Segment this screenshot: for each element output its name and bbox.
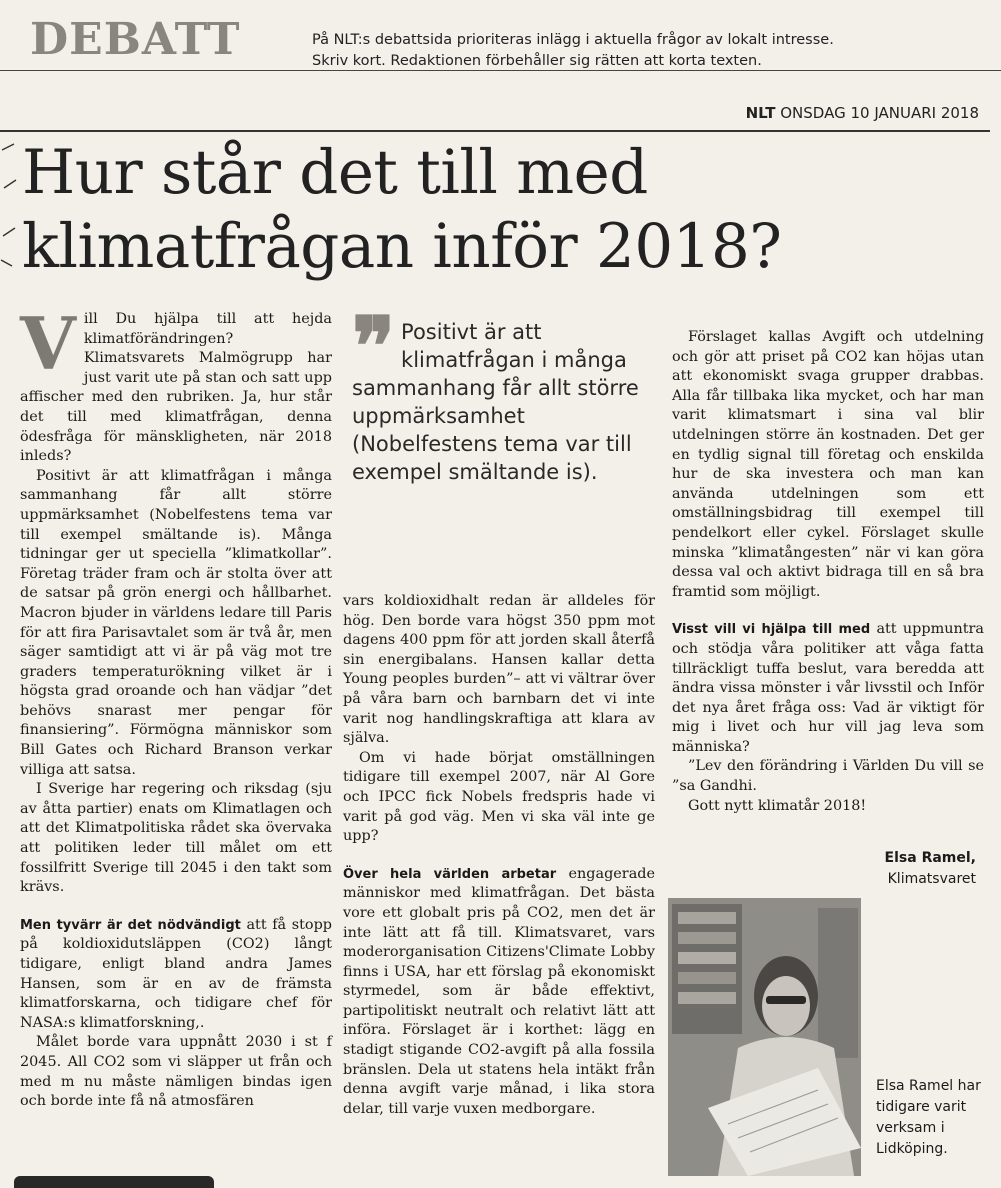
paragraph-text: ill Du hjälpa till att hejda klimatförändringen? Klimatsvarets Malmögrupp har just varit ute på stan och satt upp affischer med den rubriken. Ja, hur står det till med klimatfrågan, denna ödesfråga för mänskligheten, när 2018 inleds? (20, 311, 332, 465)
article-column-3 (672, 328, 984, 816)
article-column-2 (343, 592, 655, 1119)
paragraph: I Sverige har regering och riksdag (sju av åtta partier) enats om Klimatlagen och att det Klimatpolitiska rådet ska övervaka att politiken leder till målet om ett fossilfritt Sverige till 2045 i den takt som krävs. (20, 781, 332, 896)
section-note (312, 30, 982, 72)
article-column-1 (20, 301, 333, 1112)
paragraph (20, 301, 332, 467)
header-rule (0, 70, 1001, 71)
paragraph-text: att få stopp på koldioxidutsläppen (CO2) långt tidigare, enligt bland andra James Hansen, som är en av de främsta klimatforskarna, och tidigare chef för NASA:s klimatforskning,. (20, 916, 333, 1031)
pull-quote-text: Positivt är att klimatfrågan i många sammanhang får allt större uppmärksamhet (Nobelfestens tema var till exempel smältande is). (352, 320, 639, 484)
author-name: Elsa Ramel, (884, 850, 976, 866)
paragraph: Om vi hade börjat omställningen tidigare till exempel 2007, när Al Gore och IPCC fick Nobels fredspris hade vi varit på god väg. Men vi ska väl inte ge upp? (343, 749, 655, 845)
paragraph: Målet borde vara uppnått 2030 i st f 2045. All CO2 som vi släpper ut från och med m nu måste nämligen bindas igen och borde inte få nå atmosfären (20, 1034, 332, 1110)
margin-pen-mark (0, 140, 20, 270)
paragraph (672, 620, 984, 757)
next-article-fragment (14, 1176, 214, 1188)
paragraph-text: att uppmuntra och stödja våra politiker att våga fatta tillräckligt tuffa beslut, vara beredda att ändra vissa mönster i vår livsstil och Inför det nya året fråga oss: Vad är viktigt för mig i livet och hur vill jag leva som människa? (672, 621, 984, 755)
section-title: DEBATT (30, 14, 241, 65)
author-organization: Klimatsvaret (887, 871, 976, 887)
paper-name: NLT (745, 104, 776, 122)
subheading: Över hela världen arbetar (343, 866, 557, 882)
headline-line-1: Hur står det till med (22, 137, 648, 208)
dateline-rule (0, 130, 990, 132)
pull-quote (352, 299, 652, 486)
headline-line-2: klimatfrågan inför 2018? (22, 211, 782, 282)
section-note-line-2: Skriv kort. Redaktionen förbehåller sig rätten att korta texten. (312, 53, 762, 69)
paragraph: Förslaget kallas Avgift och utdelning och gör att priset på CO2 kan höjas utan att ekonomiskt svaga grupper drabbas. Alla får tillbaka lika mycket, och har man varit klimatsmart i sina val blir utdelningen större än kostnaden. Det ger en tydlig signal till företag och enskilda hur de ska investera och man kan använda utdelningen som ett omställningsbidrag till exempel till pendelkort eller cykel. Förslaget skulle minska ”klimatångesten” när vi kan göra dessa val och aktivt bidraga till en så bra framtid som möjligt. (672, 329, 984, 600)
paragraph: Positivt är att klimatfrågan i många sammanhang får allt större uppmärksamhet (Nobelfestens tema var till exempel smältande is). Många tidningar ger ut speciella ”klimatkollar”. Företag träder fram och är stolta över att de satsar på grön energi och hållbarhet. Macron bjuder in världens ledare till Paris för att fira Parisavtalet som är två år, men säger samtidigt att vi är på väg mot tre graders temperaturökning vilket är i högsta grad oroande och han vädjar ”det behövs snarast mer pengar för finansiering”. Förmögna människor som Bill Gates och Richard Branson verkar villiga att satsa. (20, 467, 332, 778)
author-signature (672, 848, 976, 890)
section-note-line-1: På NLT:s debattsida prioriteras inlägg i aktuella frågor av lokalt intresse. (312, 32, 834, 48)
dateline (746, 104, 979, 122)
paragraph (20, 916, 332, 1034)
drop-cap: V (20, 301, 76, 386)
subheading: Visst vill vi hjälpa till med (672, 622, 871, 638)
paragraph: Gott nytt klimatår 2018! (688, 797, 867, 814)
publication-date: ONSDAG 10 JANUARI 2018 (780, 104, 979, 122)
photo-caption: Elsa Ramel har tidigare varit verksam i Lidköping. (876, 1078, 981, 1157)
quote-mark-icon: ❞ (352, 299, 396, 393)
author-photo (668, 898, 861, 1176)
paragraph-text: engagerade människor med klimatfrågan. Det bästa vore ett globalt pris på CO2, men det är inte lätt att få till. Klimatsvaret, vars moderorganisation Citizens'Climate Lobby finns i USA, har ett förslag på ekonomiskt styrmedel, som är både effektivt, partipolitiskt neutralt och relativt lätt att införa. Förslaget är i korthet: lägg en stadigt stigande CO2-avgift på alla fossila bränslen. Dela ut statens hela intäkt från denna avgift varje månad, i lika stora delar, till varje vuxen medborgare. (343, 865, 655, 1117)
paragraph (343, 865, 655, 1120)
paragraph: ”Lev den förändring i Världen Du vill se ”sa Gandhi. (672, 758, 984, 795)
author-photo-image (668, 898, 861, 1176)
subheading: Men tyvärr är det nödvändigt (20, 917, 241, 933)
paragraph: vars koldioxidhalt redan är alldeles för hög. Den borde vara högst 350 ppm mot dagens 400 ppm för att jorden skall återfå sin energibalans. Hansen kallar detta Young peoples burden”– att vi vältrar över på våra barn och barnbarn det vi inte varit nog handlingskraftiga att klara av själva. (343, 593, 655, 747)
headline (22, 136, 992, 284)
